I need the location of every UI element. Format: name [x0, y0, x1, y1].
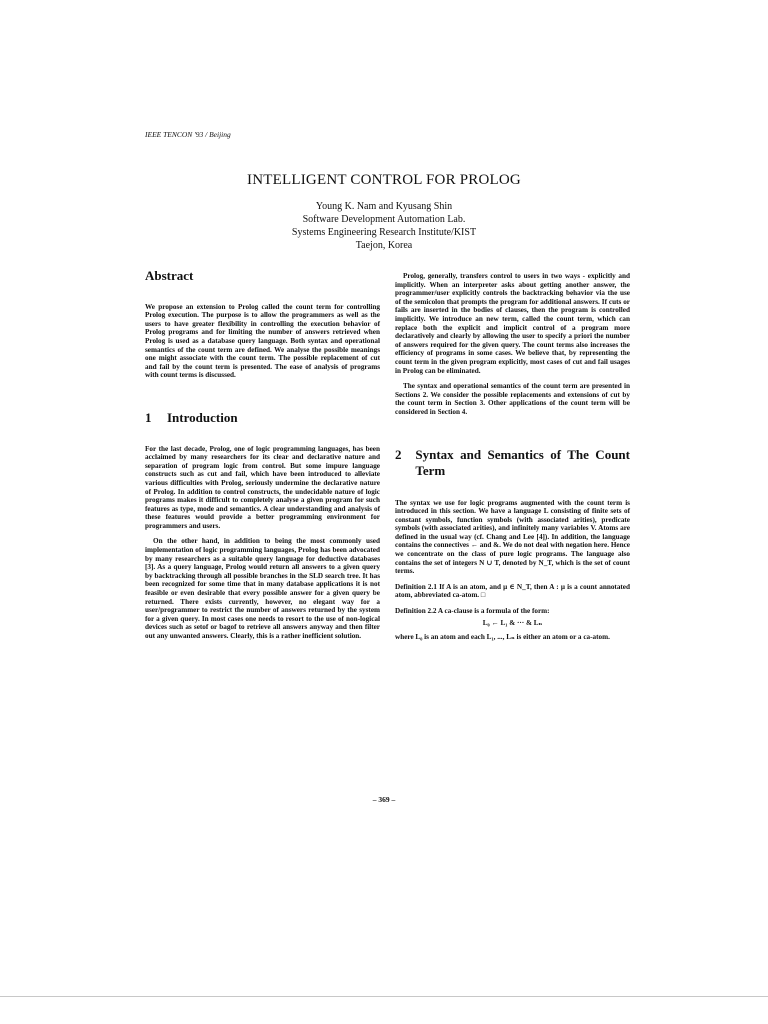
section2-number: 2 — [395, 446, 402, 462]
page-number: – 369 – — [372, 795, 396, 804]
section2-paragraph: The syntax we use for logic programs augmented with the count term is introduced in this section. We have a language L consisting of finite sets of constant symbols, function symbols (with associated arities), predicate symbols (with associated arities), and infinitely many variables V. Atoms are defined in the usual way (cf. Chang and Lee [4]). In addition, the language contains the connectives ← and &. We do not deal with negation here. Hence we concentrate on the class of pure logic programs. The language also contains the set of integers N ∪ T, denoted by N_T, which is the set of count terms. — [395, 498, 630, 576]
definition-2-2: Definition 2.2 A ca-clause is a formula of the form: — [395, 607, 550, 616]
intro-paragraph-2: On the other hand, in addition to being the most commonly used implementation of logic programming languages, Prolog has been advocated by many researchers as a suitable query language for deductive databases [3]. As a query language, Prolog would return all answers to a given query by backtracking through all possible branches in the SLD search tree. It has been recognized for some time that in many database applications it is not feasible or even desirable that every possible answer for a given query be returned. There exists currently, however, no elegant way for a user/programmer to restrict the number of answers returned by the system for a given query. In most cases one needs to resort to the use of non-logical devices such as setof or bagof to retrieve all answers anyway and then filter out any unwanted answers. Clearly, this is a rather inefficient solution. — [145, 537, 380, 640]
intro-paragraph-1: For the last decade, Prolog, one of logic programming languages, has been acclaimed by many researchers for its clear and declarative nature and separation of program logic from control. But some impure language constructs such as cut and fail, which have been introduced to alleviate various difficulties with Prolog, seriously undermine the declarative nature of Prolog. In addition to control constructs, the undecidable nature of logic programs makes it difficult to completely analyse a given program for such features as type, mode and semantics. A clear understanding and analysis of these features would provide a better programming environment for programmers and users. — [145, 444, 380, 530]
author-location: Taejon, Korea — [355, 240, 413, 251]
author-lab: Software Development Automation Lab. — [302, 214, 466, 225]
intro-number: 1 — [145, 409, 152, 425]
right-paragraph-1: Prolog, generally, transfers control to users in two ways - explicitly and implicitly. When an interpreter asks about getting another answer, the programmer/user explicitly controls the backtracking behavior via the use of the semicolon that prompts the program for additional answers. If cuts or fails are inserted in the bodies of clauses, then the program is controlled implicitly. We introduce an new term, called the count term, which can replace both the explicit and implicit control of a program more declaratively and clearly by allowing the user to specify a priori the number of answers required for the given query. The count terms also increases the efficiency of programs in some cases. We believe that, by representing the count term in the given program explicitly, most cases of cut and fail usages in Prolog can be eliminated. — [395, 272, 630, 375]
abstract-text: We propose an extension to Prolog called the count term for controlling Prolog execution. The purpose is to allow the programmers as well as the users to have greater flexibility in controlling the execution behavior of Prolog programs and for limiting the number of answers retrieved when Prolog is used as a database query language. Both syntax and operational semantics of the count term are defined. We analyse the possible meanings one might associate with the count term. The possible replacement of cut and fail by the count term is presented. The ease of analysis of programs with count terms is discussed. — [145, 302, 380, 380]
conference-header: IEEE TENCON '93 / Beijing — [145, 130, 231, 139]
intro-heading — [145, 409, 380, 425]
author-block — [0, 200, 768, 252]
right-column — [395, 272, 630, 649]
paper-title: INTELLIGENT CONTROL FOR PROLOG — [247, 172, 521, 188]
left-column — [145, 268, 380, 648]
definition-2-1: Definition 2.1 If A is an atom, and μ ∈ N_T, then A : μ is a count annotated atom, abbreviated ca-atom. □ — [395, 582, 630, 600]
page-bottom-edge — [0, 996, 768, 997]
section2-title: Syntax and Semantics of The Count Term — [415, 446, 630, 478]
intro-title: Introduction — [167, 409, 238, 425]
ca-clause-formula: L₀ ← L₁ & ··· & Lₙ — [482, 618, 543, 627]
author-institute: Systems Engineering Research Institute/KIST — [291, 227, 477, 238]
formula-explanation: where L₀ is an atom and each L₁, ..., Lₙ is either an atom or a ca-atom. — [395, 633, 610, 642]
right-paragraph-2: The syntax and operational semantics of the count term are presented in Sections 2. We consider the possible replacements and extensions of cut by the count term in Section 3. Other applications of the count term will be considered in Section 4. — [395, 382, 630, 416]
author-names: Young K. Nam and Kyusang Shin — [315, 201, 453, 212]
section2-heading — [395, 447, 630, 479]
abstract-heading: Abstract — [145, 268, 194, 283]
